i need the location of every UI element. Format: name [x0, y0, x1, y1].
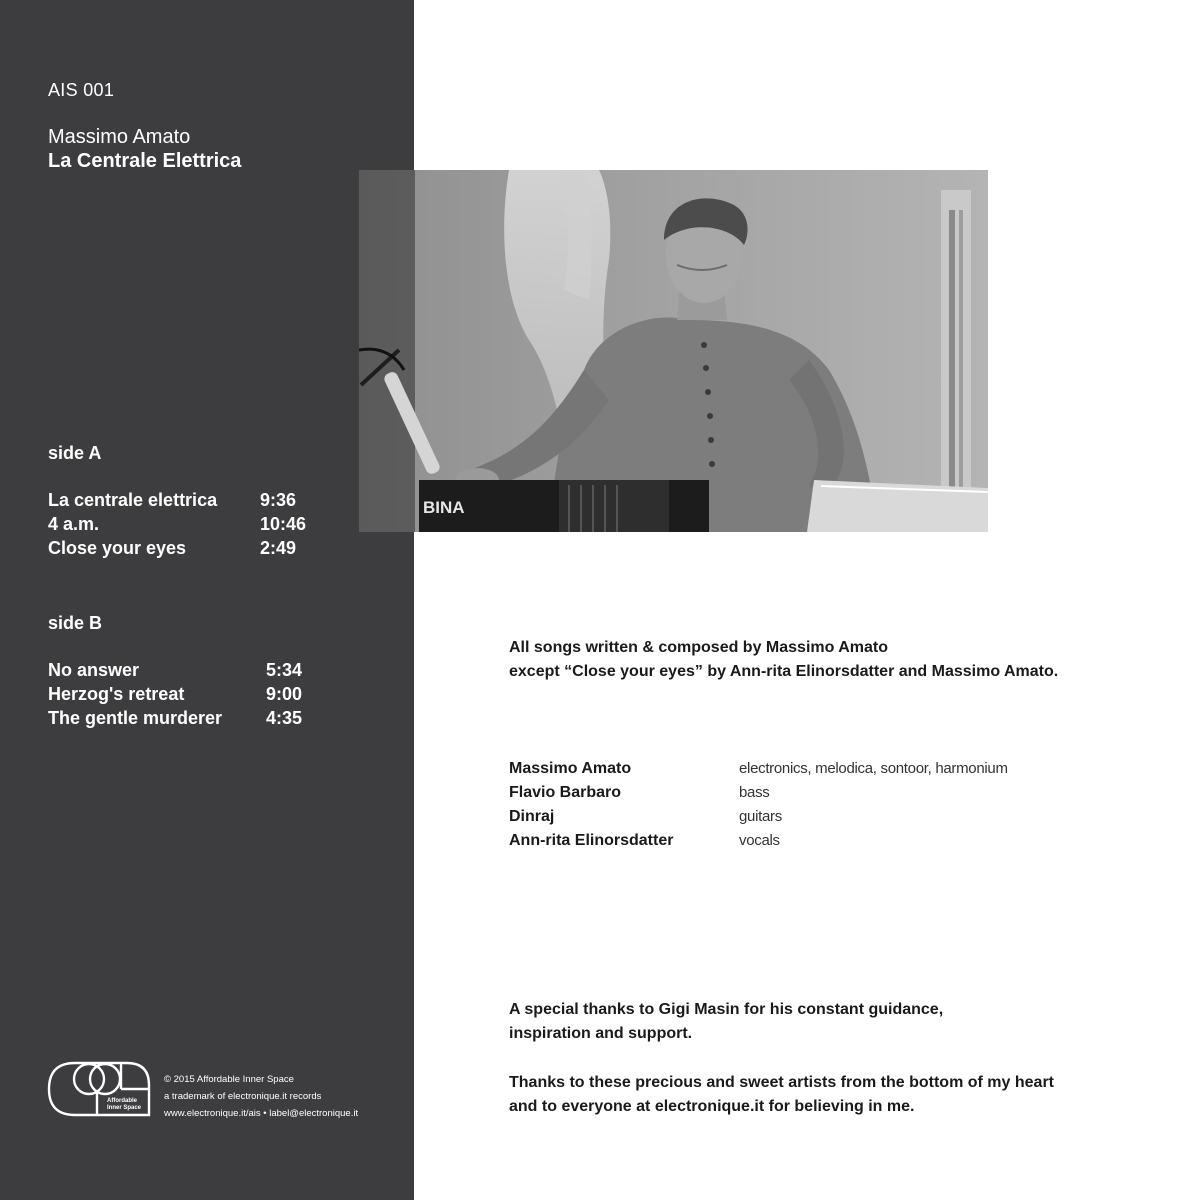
musician-role: bass [739, 784, 770, 801]
songwriting-line: except “Close your eyes” by Ann-rita Elinorsdatter and Massimo Amato. [509, 663, 1059, 680]
side-a-label: side A [48, 443, 102, 463]
songwriting-line: All songs written & composed by Massimo Amato [509, 639, 889, 656]
credit-row [509, 805, 782, 829]
special-thanks [509, 998, 943, 1046]
copyright-line: © 2015 Affordable Inner Space [164, 1074, 294, 1085]
left-panel [0, 0, 414, 1200]
musician-credits [509, 757, 1008, 853]
track-title: Herzog's retreat [48, 684, 185, 704]
side-a-tracklist [48, 490, 307, 562]
photo-illustration [359, 170, 988, 532]
track-duration: 2:49 [260, 538, 297, 558]
credit-row [509, 829, 780, 853]
catalog-number: AIS 001 [48, 80, 115, 100]
track-row [48, 684, 303, 708]
track-duration: 9:00 [266, 684, 303, 704]
thanks-line: and to everyone at electronique.it for believing in me. [509, 1098, 915, 1115]
musician-name: Ann-rita Elinorsdatter [509, 832, 674, 849]
credit-row [509, 757, 1008, 781]
thanks-line: inspiration and support. [509, 1025, 693, 1042]
track-duration: 9:36 [260, 490, 297, 510]
musician-name: Massimo Amato [509, 760, 632, 777]
side-b-tracklist [48, 660, 303, 732]
copyright-block [164, 1071, 358, 1122]
musician-role: vocals [739, 832, 780, 849]
track-title: No answer [48, 660, 140, 680]
track-duration: 4:35 [266, 708, 303, 728]
track-title: The gentle murderer [48, 708, 223, 728]
track-row [48, 660, 303, 684]
artist-photo [359, 170, 988, 532]
track-row [48, 708, 303, 732]
track-row [48, 490, 297, 514]
logo-text-line2: Inner Space [107, 1105, 142, 1111]
trademark-line: a trademark of electronique.it records [164, 1091, 322, 1102]
thanks-line: A special thanks to Gigi Masin for his constant guidance, [509, 1001, 944, 1018]
side-b-label: side B [48, 613, 103, 633]
general-thanks [509, 1071, 1054, 1119]
track-title: 4 a.m. [48, 514, 100, 534]
musician-name: Dinraj [509, 808, 555, 825]
track-row [48, 538, 297, 562]
track-duration: 5:34 [266, 660, 303, 680]
credit-row [509, 781, 770, 805]
contact-line: www.electronique.it/ais • label@electronique.it [164, 1108, 359, 1119]
thanks-line: Thanks to these precious and sweet artists from the bottom of my heart [509, 1074, 1054, 1091]
songwriting-credits [509, 636, 1058, 684]
logo-text-line1: Affordable [107, 1098, 137, 1104]
musician-name: Flavio Barbaro [509, 784, 622, 801]
track-title: La centrale elettrica [48, 490, 218, 510]
harmonium-sign-text: BINA [423, 498, 465, 517]
track-title: Close your eyes [48, 538, 187, 558]
label-logo [47, 1061, 151, 1117]
musician-role: guitars [739, 808, 782, 825]
musician-role: electronics, melodica, sontoor, harmonium [739, 760, 1008, 777]
track-row [48, 514, 307, 538]
album-title: La Centrale Elettrica [48, 150, 242, 172]
track-duration: 10:46 [260, 514, 307, 534]
artist-name: Massimo Amato [48, 126, 191, 148]
